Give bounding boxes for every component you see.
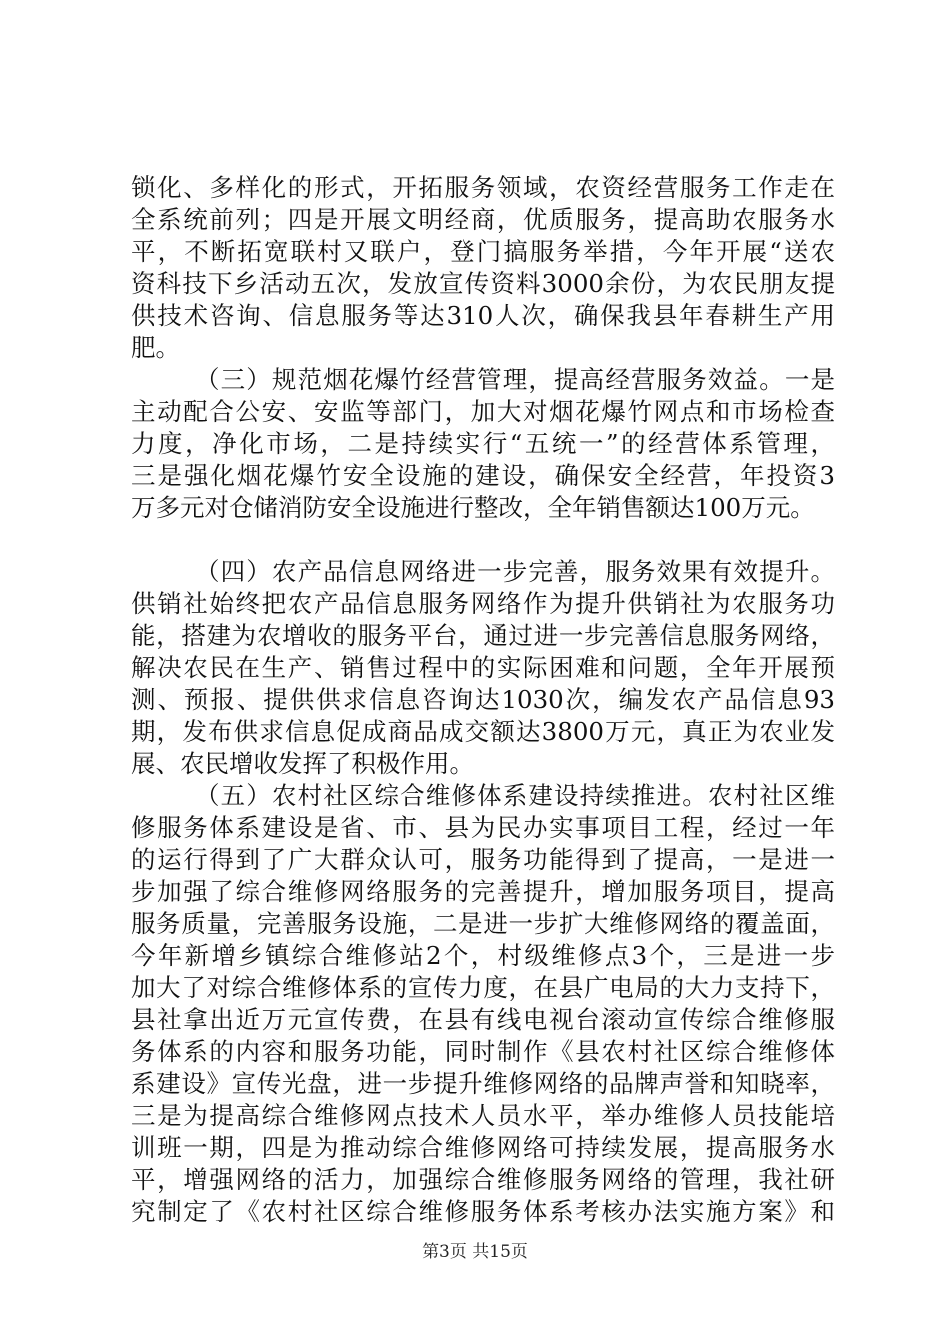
text-line: 万多元对仓储消防安全设施进行整改，全年销售额达100万元。 [131,493,815,522]
text-line: 三是强化烟花爆竹安全设施的建设，确保安全经营，年投资3 [131,461,835,490]
text-line: 主动配合公安、安监等部门，加大对烟花爆竹网点和市场检查 [131,397,835,426]
text-line: 加大了对综合维修体系的宣传力度，在县广电局的大力支持下， [131,973,835,1002]
page-number: 第3页 共15页 [422,1242,528,1262]
text-line: 平，增强网络的活力，加强综合维修服务网络的管理，我社研 [131,1165,835,1194]
text-line: 今年新增乡镇综合维修站2个，村级维修点3个，三是进一步 [131,941,835,970]
text-line: 测、预报、提供供求信息咨询达1030次，编发农产品信息93 [131,685,835,714]
text-line: 修服务体系建设是省、市、县为民办实事项目工程，经过一年 [131,813,835,842]
text-line: 服务质量，完善服务设施，二是进一步扩大维修网络的覆盖面， [131,909,835,938]
text-line: 系建设》宣传光盘，进一步提升维修网络的品牌声誉和知晓率， [131,1069,835,1098]
document-body [131,172,835,1228]
text-line: 全系统前列；四是开展文明经商，优质服务，提高助农服务水 [131,205,835,234]
text-line: 步加强了综合维修网络服务的完善提升，增加服务项目，提高 [131,877,835,906]
text-line: 期，发布供求信息促成商品成交额达3800万元，真正为农业发 [131,717,835,746]
text-line: 资科技下乡活动五次，发放宣传资料3000余份，为农民朋友提 [131,269,835,298]
text-line: 平，不断拓宽联村又联户，登门搞服务举措，今年开展“送农 [131,237,835,266]
paragraph-spacer [131,524,835,556]
text-line: 务体系的内容和服务功能，同时制作《县农村社区综合维修体 [131,1037,835,1066]
text-line: 解决农民在生产、销售过程中的实际困难和问题，全年开展预 [131,653,835,682]
text-line: 力度，净化市场，二是持续实行“五统一”的经营体系管理， [131,429,835,458]
text-line: （四）农产品信息网络进一步完善，服务效果有效提升。 [195,557,835,586]
page-footer [0,1240,950,1264]
text-line: 的运行得到了广大群众认可，服务功能得到了提高，一是进一 [131,845,835,874]
text-line: 究制定了《农村社区综合维修服务体系考核办法实施方案》和 [131,1197,835,1226]
text-line: 训班一期，四是为推动综合维修网络可持续发展，提高服务水 [131,1133,835,1162]
paragraph [131,780,835,1228]
text-line: （五）农村社区综合维修体系建设持续推进。农村社区维 [195,781,835,810]
text-line: 县社拿出近万元宣传费，在县有线电视台滚动宣传综合维修服 [131,1005,835,1034]
paragraph [131,556,835,780]
text-line: 肥。 [131,333,180,362]
text-line: 能，搭建为农增收的服务平台，通过进一步完善信息服务网络， [131,621,835,650]
paragraph [131,172,835,364]
text-line: 供销社始终把农产品信息服务网络作为提升供销社为农服务功 [131,589,835,618]
text-line: 供技术咨询、信息服务等达310人次，确保我县年春耕生产用 [131,301,835,330]
paragraph [131,364,835,524]
text-line: （三）规范烟花爆竹经营管理，提高经营服务效益。一是 [195,365,835,394]
text-line: 展、农民增收发挥了积极作用。 [131,749,474,778]
text-line: 三是为提高综合维修网点技术人员水平，举办维修人员技能培 [131,1101,835,1130]
text-line: 锁化、多样化的形式，开拓服务领域，农资经营服务工作走在 [131,173,835,202]
